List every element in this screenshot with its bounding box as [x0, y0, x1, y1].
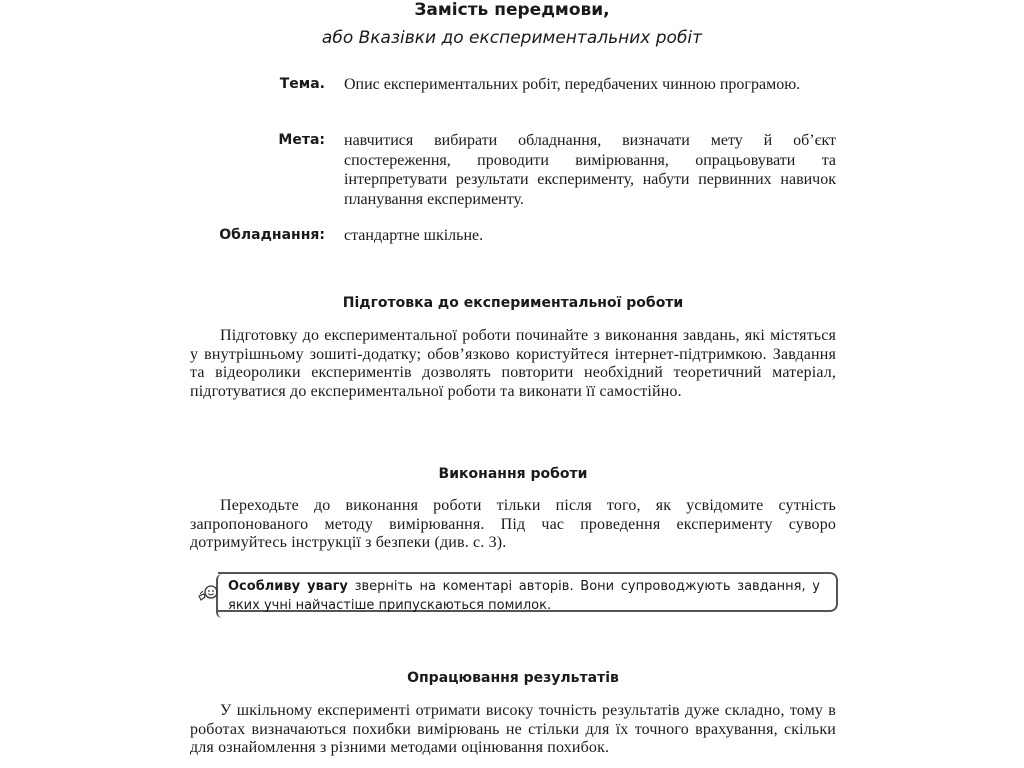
results-heading: Опрацювання результатів	[407, 670, 619, 686]
smiley-pointing-icon	[196, 582, 220, 606]
page-subtitle: або Вказівки до експериментальних робіт	[321, 28, 703, 48]
meta-topic-text: Опис експериментальних робіт, передбачених чинною програмою.	[344, 76, 801, 93]
prep-heading: Підготовка до експериментальної роботи	[342, 295, 684, 311]
note-bold: Особливу увагу	[228, 579, 348, 594]
meta-goal-text: навчитися вибирати обладнання, визначати мету й об’єкт спостереження, проводити вимірювання, опрацьовувати та інтерпретувати результати експерименту, набути первинних навичок планування експерименту.	[344, 132, 836, 208]
meta-equipment-label: Обладнання:	[219, 227, 325, 243]
results-paragraph: У шкільному експерименті отримати високу точність результатів дуже складно, тому в роботах визначаються похибки вимірювань не стільки для їх точного врахування, скільки для ознайомлення з різними методами оцінювання похибок.	[190, 702, 836, 756]
prep-paragraph: Підготовку до експериментальної роботи починайте з виконання завдань, які містяться у внутрішньому зошиті-додатку; обов’язково користуйтеся інтернет-підтримкою. Завдання та відеоролики експериментів дозволять повторити необхідний теоретичний матеріал, підготуватися до експериментальної роботи та виконати її самостійно.	[190, 327, 836, 400]
meta-goal-label: Мета:	[278, 132, 325, 148]
exec-heading: Виконання роботи	[438, 466, 588, 482]
note-body: зверніть на коментарі авторів. Вони супроводжують завдання, у яких учні найчастіше припускаються помилок.	[228, 579, 820, 613]
page-title: Замість передмови,	[414, 0, 610, 20]
meta-topic-label: Тема.	[279, 76, 325, 92]
exec-paragraph: Переходьте до виконання роботи тільки після того, як усвідомите сутність запропонованого методу вимірювання. Під час проведення експерименту суворо дотримуйтесь інструкції з безпеки (див. с. 3).	[190, 497, 836, 551]
note-text	[228, 577, 820, 615]
meta-equipment-text: стандартне шкільне.	[344, 227, 484, 244]
